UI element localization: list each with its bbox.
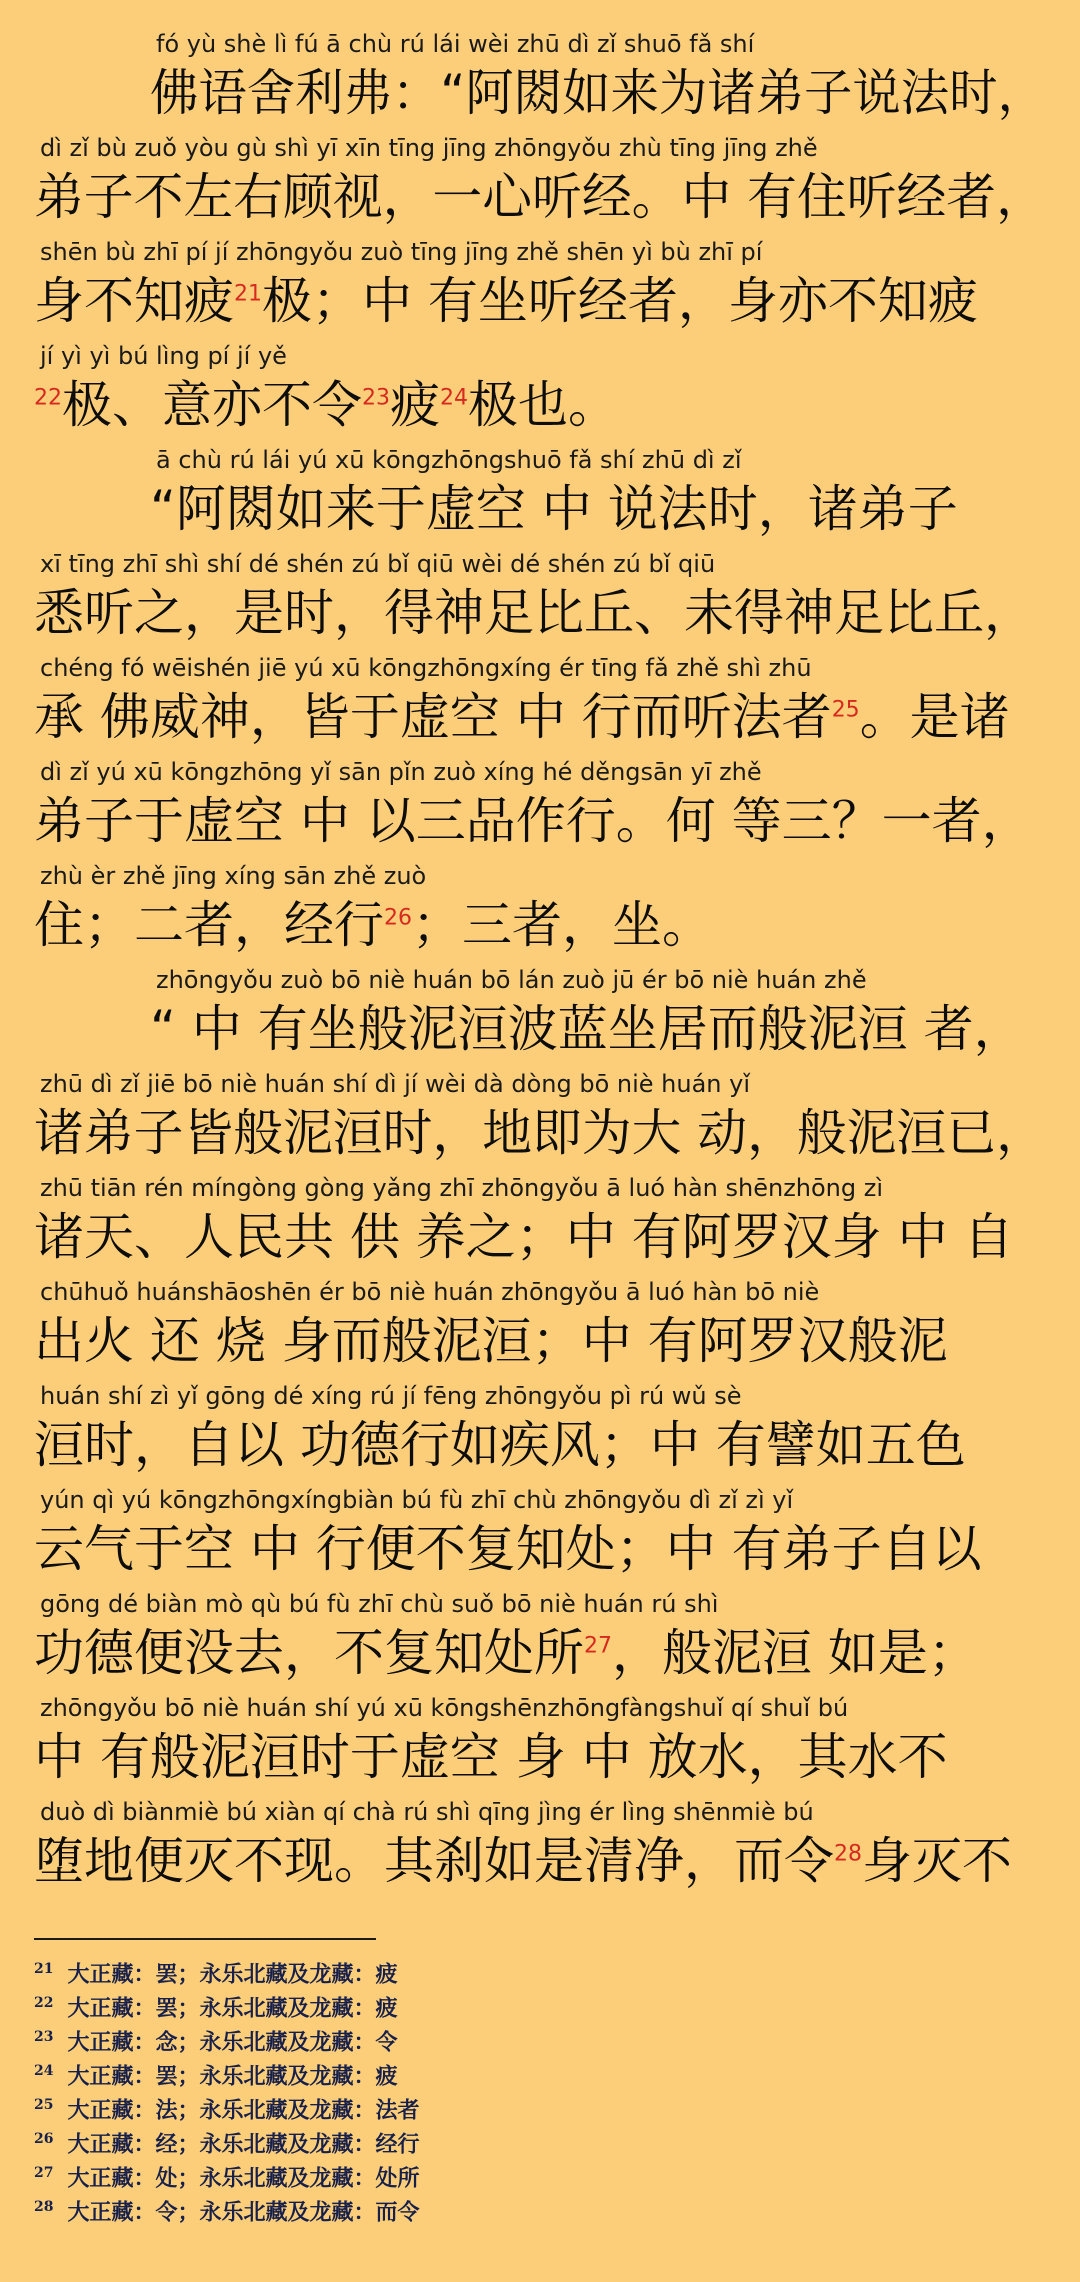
footnote-number: 27 — [34, 2165, 54, 2181]
footnote-number: 28 — [34, 2199, 54, 2215]
chinese-text — [34, 892, 712, 958]
chinese-text — [34, 1828, 1012, 1894]
text-line — [0, 1066, 1080, 1170]
footnote-item — [34, 2156, 420, 2190]
text-segment: 疲 — [390, 376, 440, 434]
text-segment: 极、意亦不令 — [62, 376, 362, 434]
footnote-item — [34, 2088, 420, 2122]
footnote-number: 22 — [34, 1995, 54, 2011]
footnote-number: 21 — [34, 1961, 54, 1977]
text-line — [0, 234, 1080, 338]
pinyin-annotation: duò dì biànmiè bú xiàn qí chà rú shì qīng jìng ér lìng shēnmiè bú — [40, 1798, 814, 1826]
text-line — [0, 26, 1080, 130]
text-segment: 佛语舍利弗：“阿閦如来为诸弟子说法时， — [150, 64, 1046, 122]
footnote-marker: 22 — [34, 385, 62, 411]
chinese-text — [34, 372, 618, 438]
text-line — [0, 1274, 1080, 1378]
text-line — [0, 1794, 1080, 1898]
footnote-item — [34, 2190, 420, 2224]
footnote-item — [34, 1952, 398, 1986]
pinyin-annotation: zhū tiān rén míngòng gòng yǎng zhī zhōngyǒu ā luó hàn shēnzhōng zì — [40, 1174, 884, 1202]
footnote-text: 大正藏：念；永乐北藏及龙藏：令 — [67, 2029, 398, 2056]
chinese-text — [34, 788, 1032, 854]
text-segment: 弟子不左右顾视，一心听经。中 有住听经者， — [34, 168, 1046, 226]
chinese-text — [34, 1620, 978, 1686]
footnote-marker: 23 — [362, 385, 390, 411]
pinyin-annotation: ā chù rú lái yú xū kōngzhōngshuō fǎ shí zhū dì zǐ — [156, 446, 742, 474]
text-line — [0, 338, 1080, 442]
text-segment: 极；中 有坐听经者，身亦不知疲 — [262, 272, 978, 330]
text-line — [0, 546, 1080, 650]
chinese-text — [150, 996, 1024, 1062]
text-segment: 出火 还 烧 身而般泥洹；中 有阿罗汉般泥 — [34, 1312, 948, 1370]
footnote-text: 大正藏：罢；永乐北藏及龙藏：疲 — [67, 1961, 398, 1988]
footnote-text: 大正藏：令；永乐北藏及龙藏：而令 — [67, 2199, 420, 2226]
chinese-text — [34, 1204, 1013, 1270]
pinyin-annotation: jí yì yì bú lìng pí jí yě — [40, 342, 287, 370]
text-segment: 。是诸 — [859, 688, 1010, 746]
footnote-number: 26 — [34, 2131, 54, 2147]
pinyin-annotation: zhōngyǒu zuò bō niè huán bō lán zuò jū ér bō niè huán zhě — [156, 966, 867, 994]
text-line — [0, 1170, 1080, 1274]
text-segment: 洹时，自以 功德行如疾风；中 有譬如五色 — [34, 1416, 966, 1474]
text-segment: ；三者，坐。 — [412, 896, 712, 954]
pinyin-annotation: yún qì yú kōngzhōngxíngbiàn bú fù zhī chù zhōngyǒu dì zǐ zì yǐ — [40, 1486, 794, 1514]
text-line — [0, 130, 1080, 234]
chinese-text — [34, 684, 1010, 750]
footnote-text: 大正藏：罢；永乐北藏及龙藏：疲 — [67, 1995, 398, 2022]
pinyin-annotation: gōng dé biàn mò qù bú fù zhī chù suǒ bō niè huán rú shì — [40, 1590, 719, 1618]
text-line — [0, 1690, 1080, 1794]
text-segment: “ 中 有坐般泥洹波蓝坐居而般泥洹 者， — [150, 1000, 1024, 1058]
text-segment: 住；二者，经行 — [34, 896, 384, 954]
footnote-marker: 26 — [384, 905, 412, 931]
text-segment: 云气于空 中 行便不复知处；中 有弟子自以 — [34, 1520, 982, 1578]
footnote-text: 大正藏：经；永乐北藏及龙藏：经行 — [67, 2131, 420, 2158]
footnote-number: 24 — [34, 2063, 54, 2079]
footnote-number: 23 — [34, 2029, 54, 2045]
footnote-item — [34, 2054, 398, 2088]
text-segment: 中 有般泥洹时于虚空 身 中 放水，其水不 — [34, 1728, 948, 1786]
text-line — [0, 1586, 1080, 1690]
text-segment: 身灭不 — [862, 1832, 1012, 1890]
pinyin-annotation: chéng fó wēishén jiē yú xū kōngzhōngxíng ér tīng fǎ zhě shì zhū — [40, 654, 812, 682]
text-line — [0, 754, 1080, 858]
chinese-text — [34, 268, 978, 334]
text-line — [0, 442, 1080, 546]
text-line — [0, 1378, 1080, 1482]
pinyin-annotation: dì zǐ bù zuǒ yòu gù shì yī xīn tīng jīng zhōngyǒu zhù tīng jīng zhě — [40, 134, 818, 162]
footnote-item — [34, 2020, 398, 2054]
pinyin-annotation: dì zǐ yú xū kōngzhōng yǐ sān pǐn zuò xíng hé děngsān yī zhě — [40, 758, 762, 786]
footnote-marker: 25 — [831, 697, 860, 723]
pinyin-annotation: shēn bù zhī pí jí zhōngyǒu zuò tīng jīng zhě shēn yì bù zhī pí — [40, 238, 763, 266]
text-segment: 悉听之，是时，得神足比丘、未得神足比丘， — [34, 584, 1034, 642]
pinyin-annotation: xī tīng zhī shì shí dé shén zú bǐ qiū wèi dé shén zú bǐ qiū — [40, 550, 716, 578]
footnote-marker: 24 — [440, 385, 468, 411]
text-segment: 诸弟子皆般泥洹时，地即为大 动，般泥洹已， — [34, 1104, 1046, 1162]
text-line — [0, 858, 1080, 962]
footnote-divider — [34, 1938, 376, 1940]
footnote-number: 25 — [34, 2097, 54, 2113]
pinyin-annotation: chūhuǒ huánshāoshēn ér bō niè huán zhōngyǒu ā luó hàn bō niè — [40, 1278, 820, 1306]
text-segment: 承 佛威神，皆于虚空 中 行而听法者 — [34, 688, 832, 746]
pinyin-annotation: huán shí zì yǐ gōng dé xíng rú jí fēng zhōngyǒu pì rú wǔ sè — [40, 1382, 742, 1410]
text-line — [0, 650, 1080, 754]
chinese-text — [150, 60, 1046, 126]
text-segment: “阿閦如来于虚空 中 说法时，诸弟子 — [150, 480, 958, 538]
footnote-text: 大正藏：处；永乐北藏及龙藏：处所 — [67, 2165, 420, 2192]
text-segment: 诸天、人民共 供 养之；中 有阿罗汉身 中 自 — [34, 1208, 1014, 1266]
footnote-marker: 27 — [584, 1633, 612, 1659]
text-segment: 弟子于虚空 中 以三品作行。何 等三？一者， — [34, 792, 1032, 850]
footnote-text: 大正藏：法；永乐北藏及龙藏：法者 — [67, 2097, 420, 2124]
footnote-text: 大正藏：罢；永乐北藏及龙藏：疲 — [67, 2063, 398, 2090]
footnote-marker: 28 — [834, 1841, 862, 1867]
text-segment: 堕地便灭不现。其刹如是清净，而令 — [34, 1832, 834, 1890]
text-segment: 极也。 — [468, 376, 618, 434]
pinyin-annotation: zhōngyǒu bō niè huán shí yú xū kōngshēnzhōngfàngshuǐ qí shuǐ bú — [40, 1694, 849, 1722]
chinese-text — [34, 580, 1034, 646]
pinyin-annotation: zhù èr zhě jīng xíng sān zhě zuò — [40, 862, 427, 890]
chinese-text — [34, 1100, 1046, 1166]
chinese-text — [34, 1724, 948, 1790]
pinyin-annotation: fó yù shè lì fú ā chù rú lái wèi zhū dì zǐ shuō fǎ shí — [156, 30, 755, 58]
footnote-item — [34, 1986, 398, 2020]
text-segment: 功德便没去，不复知处所 — [34, 1624, 584, 1682]
footnote-item — [34, 2122, 420, 2156]
pinyin-annotation: zhū dì zǐ jiē bō niè huán shí dì jí wèi dà dòng bō niè huán yǐ — [40, 1070, 751, 1098]
text-line — [0, 1482, 1080, 1586]
chinese-text — [34, 1516, 982, 1582]
text-line — [0, 962, 1080, 1066]
chinese-text — [150, 476, 958, 542]
footnote-marker: 21 — [234, 281, 262, 307]
chinese-text — [34, 164, 1046, 230]
chinese-text — [34, 1308, 948, 1374]
text-segment: 身不知疲 — [34, 272, 234, 330]
chinese-text — [34, 1412, 966, 1478]
text-segment: ，般泥洹 如是； — [612, 1624, 978, 1682]
